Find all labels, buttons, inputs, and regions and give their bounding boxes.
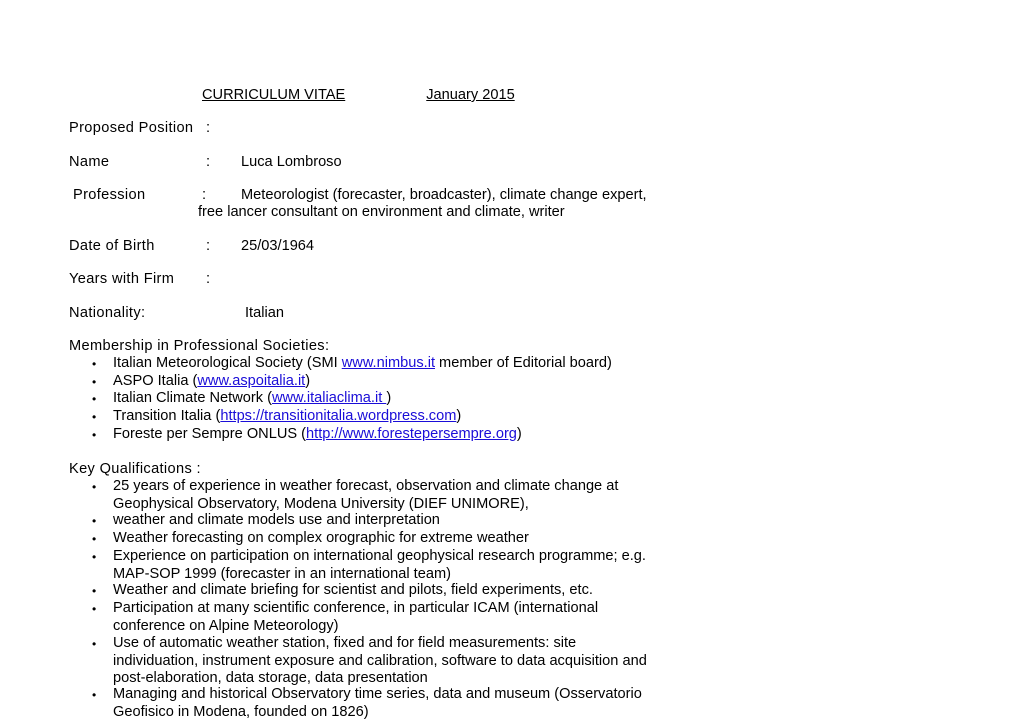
bullet-icon: • — [92, 584, 97, 598]
cv-title: CURRICULUM VITAE — [202, 87, 346, 103]
italiaclima-link[interactable]: www.italiaclima.it — [271, 390, 387, 406]
membership-text: ASPO Italia ( — [113, 373, 198, 389]
membership-item — [113, 373, 673, 391]
bullet-icon: • — [92, 375, 97, 389]
dob-value: 25/03/1964 — [241, 238, 315, 254]
qualification-line: Use of automatic weather station, fixed and for field measurements: site — [113, 635, 577, 651]
aspo-link[interactable]: www.aspoitalia.it — [197, 373, 306, 389]
membership-item — [113, 355, 673, 373]
foreste-link[interactable]: http://www.forestepersempre.org — [306, 426, 517, 442]
qualification-line: Experience on participation on international geophysical research programme; e.g. — [113, 548, 646, 564]
dob-colon: : — [206, 238, 211, 254]
qualification-line: weather and climate models use and interpretation — [113, 512, 440, 528]
membership-text: Foreste per Sempre ONLUS ( — [113, 426, 307, 442]
membership-item — [113, 426, 673, 444]
qualification-line: post-elaboration, data storage, data presentation — [113, 670, 428, 686]
bullet-icon: • — [92, 514, 97, 528]
profession-colon: : — [202, 187, 207, 203]
qualification-item — [113, 686, 673, 721]
bullet-icon: • — [92, 602, 97, 616]
name-value: Luca Lombroso — [241, 154, 342, 170]
membership-item — [113, 390, 673, 408]
qualification-item — [113, 548, 673, 583]
qualification-line: Managing and historical Observatory time series, data and museum (Osservatorio — [113, 686, 642, 702]
qualification-item — [113, 512, 673, 530]
membership-text: ) — [516, 426, 522, 442]
qualifications-heading: Key Qualifications : — [69, 461, 201, 477]
membership-heading: Membership in Professional Societies: — [69, 338, 330, 354]
bullet-icon: • — [92, 550, 97, 564]
membership-text: ) — [456, 408, 462, 424]
qualification-line: Geofisico in Modena, founded on 1826) — [113, 703, 369, 720]
years-colon: : — [206, 271, 211, 287]
proposed-position-label: Proposed Position — [69, 120, 194, 136]
qualification-line: individuation, instrument exposure and calibration, software to data acquisition and — [113, 652, 647, 669]
name-colon: : — [206, 154, 211, 170]
qualification-item — [113, 478, 673, 513]
qualification-line: 25 years of experience in weather forecast, observation and climate change at — [113, 478, 619, 494]
transition-link[interactable]: https://transitionitalia.wordpress.com — [220, 408, 457, 424]
qualification-line: Weather and climate briefing for scientist and pilots, field experiments, etc. — [113, 582, 593, 598]
bullet-icon: • — [92, 357, 97, 371]
years-label: Years with Firm — [69, 271, 175, 287]
qualification-item — [113, 600, 673, 635]
membership-text: Transition Italia ( — [113, 408, 221, 424]
qualification-line: Participation at many scientific conference, in particular ICAM (international — [113, 600, 599, 616]
membership-text: Italian Climate Network ( — [113, 390, 272, 406]
membership-text: ) — [386, 390, 392, 406]
qualification-line: Weather forecasting on complex orographic for extreme weather — [113, 530, 529, 546]
qualification-item — [113, 635, 673, 688]
name-label: Name — [69, 154, 110, 170]
membership-text: member of Editorial board) — [435, 355, 612, 371]
nationality-value: Italian — [245, 305, 284, 321]
qualification-item — [113, 582, 673, 600]
dob-label: Date of Birth — [69, 238, 155, 254]
bullet-icon: • — [92, 532, 97, 546]
bullet-icon: • — [92, 637, 97, 651]
qualification-item — [113, 530, 673, 548]
bullet-icon: • — [92, 480, 97, 494]
membership-text: Italian Meteorological Society (SMI — [113, 355, 342, 371]
profession-value-line1: Meteorologist (forecaster, broadcaster), climate change expert, — [241, 187, 647, 203]
membership-text: ) — [305, 373, 311, 389]
bullet-icon: • — [92, 688, 97, 702]
bullet-icon: • — [92, 392, 97, 406]
qualification-line: MAP-SOP 1999 (forecaster in an international team) — [113, 565, 451, 582]
profession-label: Profession — [73, 187, 146, 203]
nimbus-link[interactable]: www.nimbus.it — [341, 355, 435, 371]
bullet-icon: • — [92, 410, 97, 424]
membership-item — [113, 408, 673, 426]
cv-title-line — [202, 86, 515, 104]
qualification-line: conference on Alpine Meteorology) — [113, 617, 339, 634]
proposed-position-colon: : — [206, 120, 211, 136]
cv-date: January 2015 — [426, 87, 515, 103]
profession-value-line2: free lancer consultant on environment and climate, writer — [198, 204, 565, 220]
qualification-line: Geophysical Observatory, Modena University (DIEF UNIMORE), — [113, 495, 529, 512]
nationality-label: Nationality: — [69, 305, 146, 321]
bullet-icon: • — [92, 428, 97, 442]
